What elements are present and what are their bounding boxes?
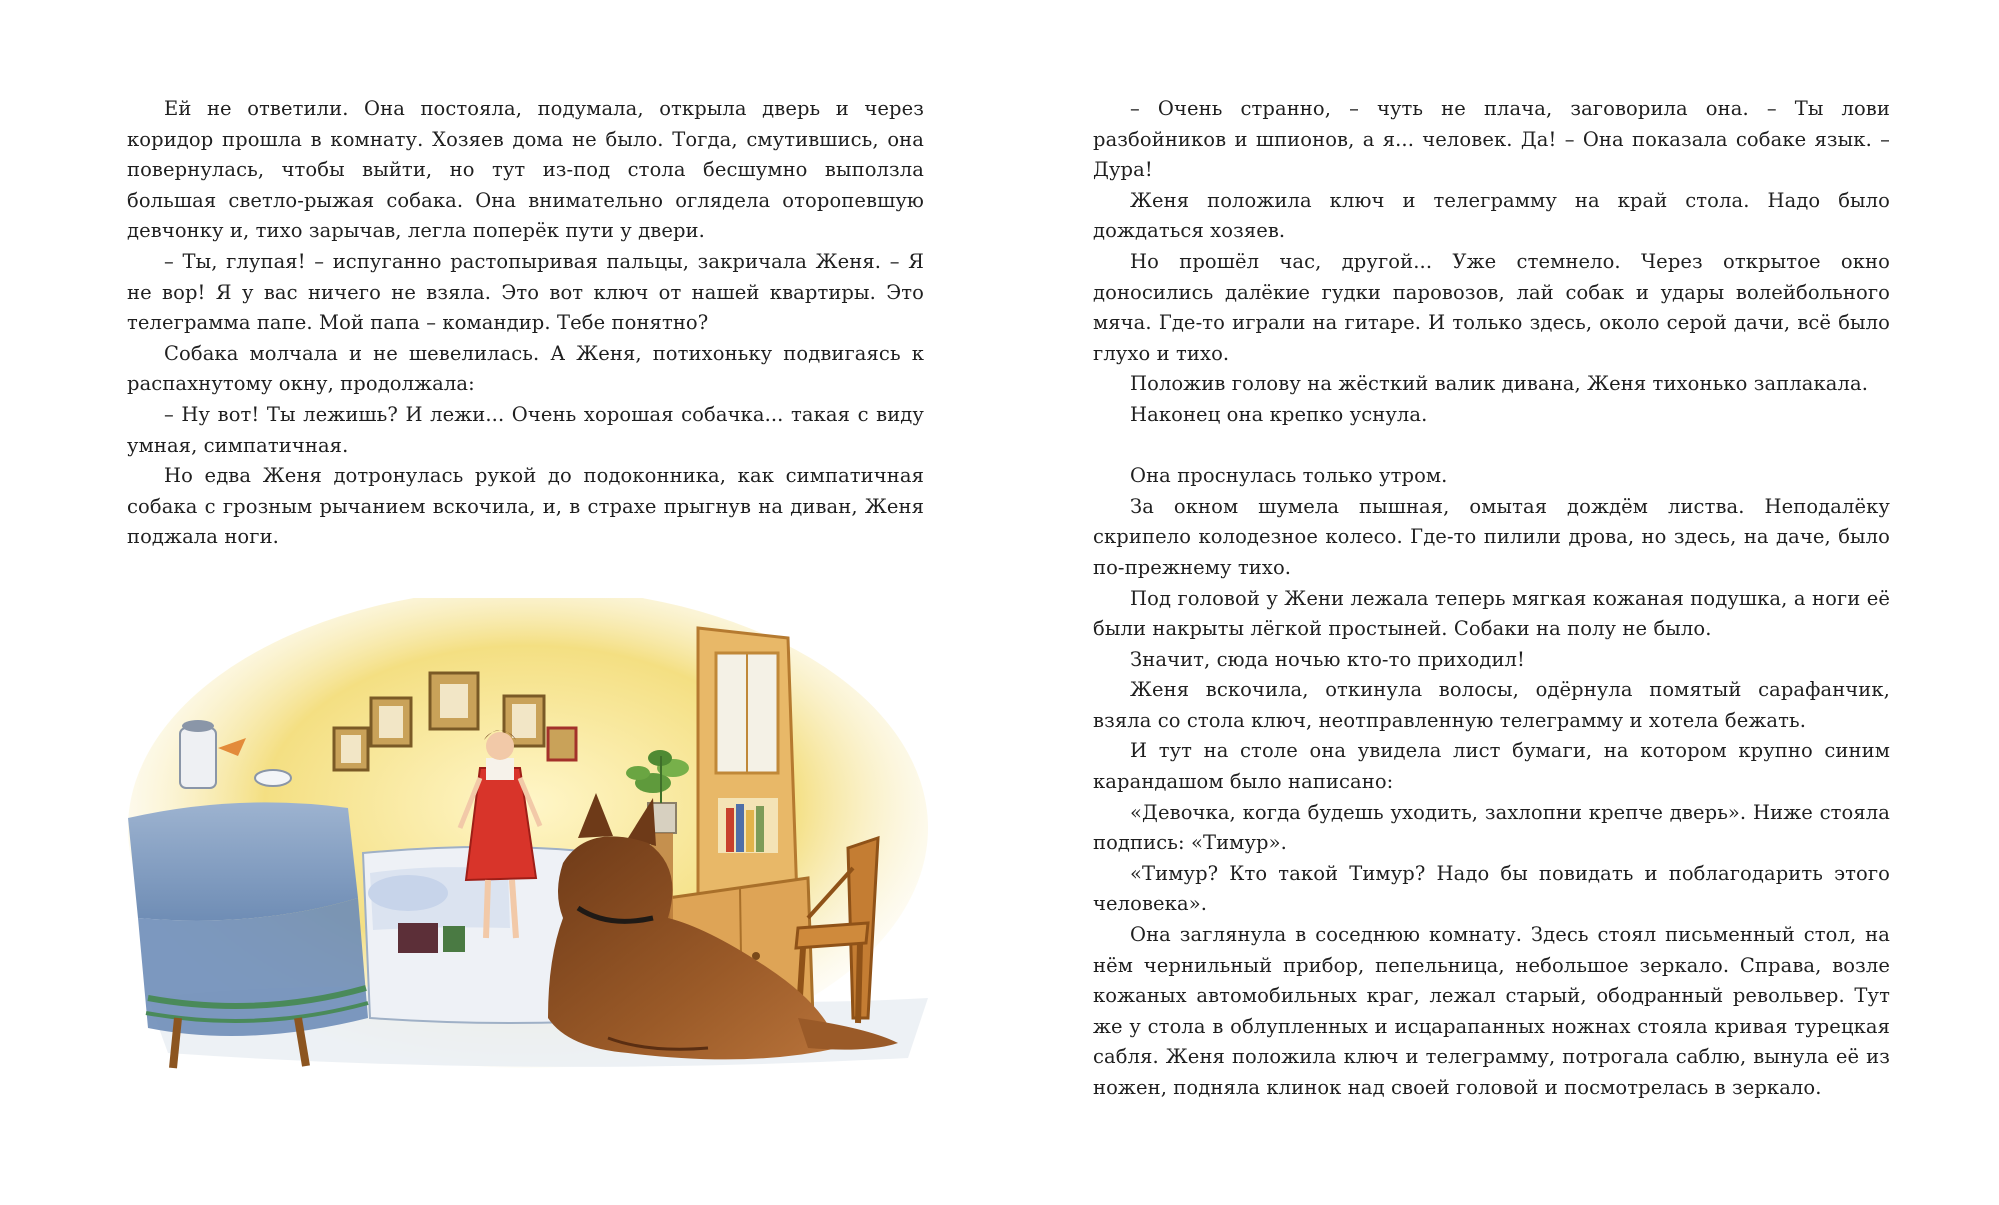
paragraph: Она заглянула в соседнюю комнату. Здесь стоял письменный стол, на нём чернильный прибор, пепельница, небольшое зеркало. Справа, возле кожаных автомобильных краг, лежал старый, ободранный револьвер. Тут же у стола в облупленных и исцарапанных ножнах стояла кривая турецкая сабля. Женя положила ключ и телеграмму, потрогала саблю, вынула её из ножен, подняла клинок над своей головой и посмотрелась в зеркало. xyxy=(1093,923,1890,1099)
left-page-text xyxy=(127,94,924,553)
paragraph: Женя вскочила, откинула волосы, одёрнула помятый сарафанчик, взяла со стола ключ, неотправленную телеграмму и хотела бежать. xyxy=(1093,678,1890,732)
right-page-text xyxy=(1093,94,1890,1104)
right-page xyxy=(1000,0,1999,1205)
paragraph: Но едва Женя дотронулась рукой до подоконника, как симпатичная собака с грозным рычанием вскочила, и, в страхе прыгнув на диван, Женя поджала ноги. xyxy=(127,464,924,549)
paragraph: – Ну вот! Ты лежишь? И лежи... Очень хорошая собачка... такая с виду умная, симпатичная. xyxy=(127,402,924,457)
paragraph: Собака молчала и не шевелилась. А Женя, потихоньку подвигаясь к распахнутому окну, продолжала: xyxy=(127,341,924,396)
paragraph: Под головой у Жени лежала теперь мягкая кожаная подушка, а ноги её были накрыты лёгкой простыней. Собаки на полу не было. xyxy=(1093,586,1890,641)
paragraph: Положив голову на жёсткий валик дивана, Женя тихонько заплакала. xyxy=(1130,372,1869,396)
paragraph: Наконец она крепко уснула. xyxy=(1130,402,1428,426)
watercolor-illustration xyxy=(108,598,948,1073)
paragraph: Значит, сюда ночью кто-то приходил! xyxy=(1130,647,1525,671)
paragraph: – Ты, глупая! – испуганно растопыривая пальцы, закричала Женя. – Я не вор! Я у вас ничего не взяла. Это вот ключ от нашей квартиры. Это телеграмма папе. Мой папа – командир. Тебе понятно? xyxy=(127,249,924,335)
paragraph: – Очень странно, – чуть не плача, заговорила она. – Ты лови разбойников и шпионов, а я... человек. Да! – Она показала собаке язык. – Дура! xyxy=(1093,97,1890,182)
paragraph: «Тимур? Кто такой Тимур? Надо бы повидать и поблагодарить этого человека». xyxy=(1093,861,1890,916)
paragraph: Женя положила ключ и телеграмму на край стола. Надо было дождаться хозяев. xyxy=(1093,188,1890,243)
paragraph: Ей не ответили. Она постояла, подумала, открыла дверь и через коридор прошла в комнату. Хозяев дома не было. Тогда, смутившись, она повернулась, чтобы выйти, но тут из-под стола бесшумно выползла большая светло-рыжая собака. Она внимательно оглядела оторопевшую девчонку и, тихо зарычав, легла поперёк пути у двери. xyxy=(127,97,924,243)
paragraph: Но прошёл час, другой... Уже стемнело. Через открытое окно доносились далёкие гудки паровозов, лай собак и удары волейбольного мяча. Где-то играли на гитаре. И только здесь, около серой дачи, всё было глухо и тихо. xyxy=(1093,249,1890,365)
paragraph: «Девочка, когда будешь уходить, захлопни крепче дверь». Ниже стояла подпись: «Тимур». xyxy=(1093,800,1890,855)
paragraph: Она проснулась только утром. xyxy=(1130,464,1448,488)
paragraph: За окном шумела пышная, омытая дождём листва. Неподалёку скрипело колодезное колесо. Где-то пилили дрова, но здесь, на даче, было по-прежнему тихо. xyxy=(1093,494,1890,579)
paragraph: И тут на столе она увидела лист бумаги, на котором крупно синим карандашом было написано: xyxy=(1093,739,1890,794)
